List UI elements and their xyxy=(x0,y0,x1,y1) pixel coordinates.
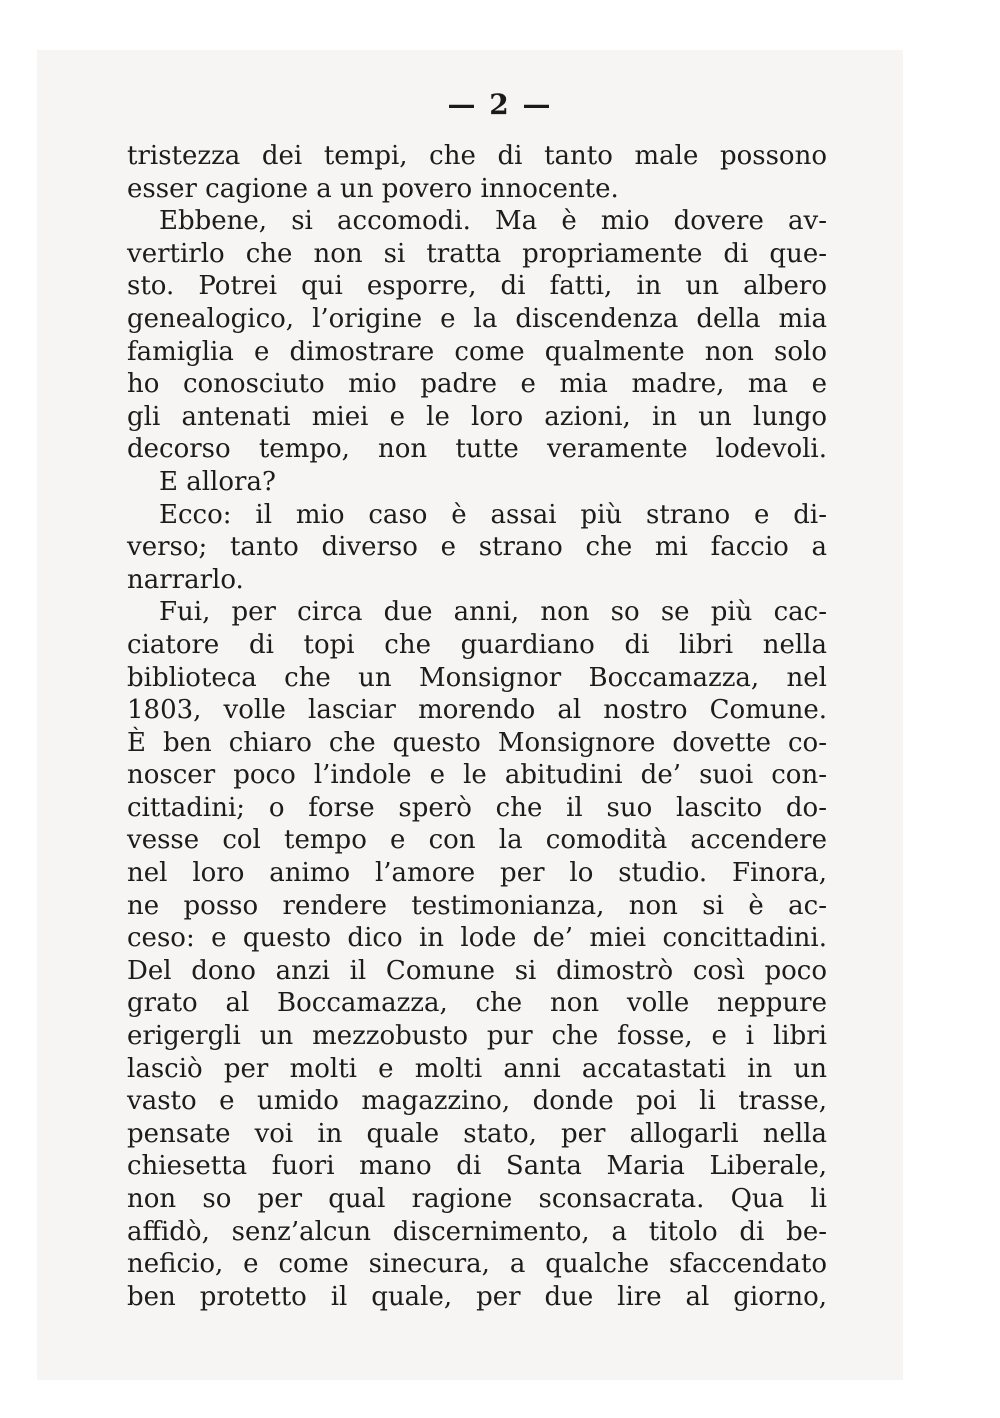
text-line: vasto e umido magazzino, donde poi li trasse, xyxy=(127,1086,827,1117)
text-line: chiesetta fuori mano di Santa Maria Liberale, xyxy=(127,1151,827,1182)
text-line: ne posso rendere testimonianza, non si è ac- xyxy=(127,890,827,921)
text-line: gli antenati miei e le loro azioni, in un lungo xyxy=(127,401,827,432)
text-line: lasciò per molti e molti anni accatastati in un xyxy=(127,1053,827,1084)
text-line: Fui, per circa due anni, non so se più cac- xyxy=(159,597,827,628)
text-line: tristezza dei tempi, che di tanto male possono xyxy=(127,141,827,171)
text-line: non so per qual ragione sconsacrata. Qua li xyxy=(127,1184,827,1214)
text-line: decorso tempo, non tutte veramente lodevoli. xyxy=(127,434,827,465)
text-line: cittadini; o forse sperò che il suo lascito do- xyxy=(127,792,827,823)
page-number: — 2 — xyxy=(447,88,553,121)
text-line: verso; tanto diverso e strano che mi faccio a xyxy=(127,532,827,563)
text-line: ciatore di topi che guardiano di libri nella xyxy=(127,629,827,660)
text-line: erigergli un mezzobusto pur che fosse, e i libri xyxy=(127,1021,827,1052)
text-line: esser cagione a un povero innocente. xyxy=(127,173,619,204)
text-line: genealogico, l’origine e la discendenza della mia xyxy=(127,303,827,334)
text-line: sto. Potrei qui esporre, di fatti, in un albero xyxy=(127,271,827,302)
text-line: Ecco: il mio caso è assai più strano e di- xyxy=(159,499,827,530)
text-line: nel loro animo l’amore per lo studio. Finora, xyxy=(127,858,827,889)
body-text xyxy=(127,140,827,1313)
text-line: vertirlo che non si tratta propriamente di que- xyxy=(127,238,827,269)
text-line: narrarlo. xyxy=(127,564,244,595)
text-line: Ebbene, si accomodi. Ma è mio dovere av- xyxy=(159,206,827,237)
text-line: Del dono anzi il Comune si dimostrò così poco xyxy=(127,955,827,986)
text-line: ben protetto il quale, per due lire al giorno, xyxy=(127,1281,827,1312)
text-line: neficio, e come sinecura, a qualche sfaccendato xyxy=(127,1249,827,1280)
text-line: ho conosciuto mio padre e mia madre, ma e xyxy=(127,369,827,400)
text-line: grato al Boccamazza, che non volle neppure xyxy=(127,988,827,1019)
text-line: vesse col tempo e con la comodità accendere xyxy=(127,825,827,856)
text-line: È ben chiaro che questo Monsignore dovette co- xyxy=(127,727,827,758)
text-line: pensate voi in quale stato, per allogarli nella xyxy=(127,1118,827,1149)
text-line: biblioteca che un Monsignor Boccamazza, nel xyxy=(127,662,827,693)
text-line: E allora? xyxy=(159,466,276,497)
text-line: famiglia e dimostrare come qualmente non solo xyxy=(127,336,827,367)
text-line: affidò, senz’alcun discernimento, a titolo di be- xyxy=(127,1216,827,1247)
text-line: 1803, volle lasciar morendo al nostro Comune. xyxy=(127,695,827,726)
text-line: noscer poco l’indole e le abitudini de’ suoi con- xyxy=(127,760,827,791)
text-line: ceso: e questo dico in lode de’ miei concittadini. xyxy=(127,923,827,954)
